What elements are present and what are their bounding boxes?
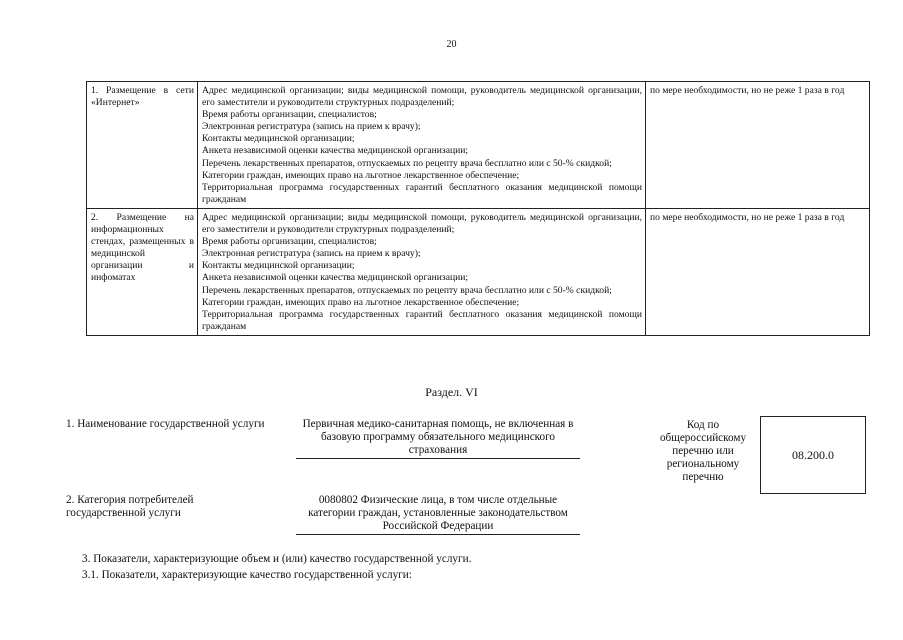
placement-method-cell	[87, 208, 198, 335]
info-content-line: Адрес медицинской организации; виды медицинской помощи, руководитель медицинской организации, его заместители и руководители структурных подразделений;	[202, 211, 642, 236]
info-content-line: Время работы организации, специалистов;	[202, 236, 377, 248]
info-content-line: Анкета независимой оценки качества медицинской организации;	[202, 145, 469, 157]
update-frequency: по мере необходимости, но не реже 1 раза в год	[650, 85, 845, 96]
info-content-line: Контакты медицинской организации;	[202, 260, 355, 272]
info-table-body	[87, 82, 870, 336]
placement-method: 1. Размещение в сети «Интернет»	[91, 85, 194, 109]
table-row	[87, 208, 870, 335]
info-content-line: Территориальная программа государственных гарантий бесплатного оказания медицинской помощи гражданам	[202, 308, 642, 332]
info-content-line: Категории граждан, имеющих право на льготное лекарственное обеспечение;	[202, 296, 520, 308]
info-content-line: Анкета независимой оценки качества медицинской организации;	[202, 272, 469, 284]
info-content-line: Контакты медицинской организации;	[202, 133, 355, 145]
update-frequency: по мере необходимости, но не реже 1 раза в год	[650, 211, 845, 223]
info-content-line: Электронная регистратура (запись на прием к врачу);	[202, 248, 421, 260]
placement-method-cell	[87, 82, 198, 209]
info-content-line: Время работы организации, специалистов;	[202, 109, 377, 121]
table-row	[87, 82, 870, 209]
consumer-category-label: 2. Категория потребителей государственной услуги	[66, 494, 194, 519]
update-frequency-cell	[646, 208, 870, 335]
info-content-line: Перечень лекарственных препаратов, отпускаемых по рецепту врача бесплатно или с 50-% скидкой;	[202, 284, 612, 296]
quality-indicators-heading: 3.1. Показатели, характеризующие качество государственной услуги:	[82, 569, 412, 581]
info-placement-table	[86, 81, 870, 336]
service-name-label: 1. Наименование государственной услуги	[66, 418, 265, 430]
code-box	[760, 416, 866, 494]
service-name-value: Первичная медико-санитарная помощь, не включенная в базовую программу обязательного медицинского страхования	[296, 418, 580, 459]
code-label: Код по общероссийскому перечню или региональному перечню	[659, 419, 747, 483]
info-content-cell	[198, 208, 646, 335]
placement-method: 2. Размещение на информационных стендах, размещенных в медицинской организации и инфоматах	[91, 211, 194, 284]
code-value: 08.200.0	[792, 447, 834, 462]
info-content-cell	[198, 82, 646, 209]
info-content-line: Электронная регистратура (запись на прием к врачу);	[202, 121, 421, 133]
info-content-line: Адрес медицинской организации; виды медицинской помощи, руководитель медицинской организации, его заместители и руководители структурных подразделений;	[202, 85, 642, 109]
info-content-line: Территориальная программа государственных гарантий бесплатного оказания медицинской помощи гражданам	[202, 181, 642, 205]
section-title: Раздел. VI	[425, 385, 478, 399]
page-number: 20	[446, 39, 457, 50]
indicators-heading: 3. Показатели, характеризующие объем и (или) качество государственной услуги.	[82, 553, 472, 565]
consumer-category-value: 0080802 Физические лица, в том числе отдельные категории граждан, установленные законодательством Российской Федерации	[296, 494, 580, 535]
info-content-line: Перечень лекарственных препаратов, отпускаемых по рецепту врача бесплатно или с 50-% скидкой;	[202, 157, 612, 169]
update-frequency-cell	[646, 82, 870, 209]
info-content-line: Категории граждан, имеющих право на льготное лекарственное обеспечение;	[202, 169, 520, 181]
